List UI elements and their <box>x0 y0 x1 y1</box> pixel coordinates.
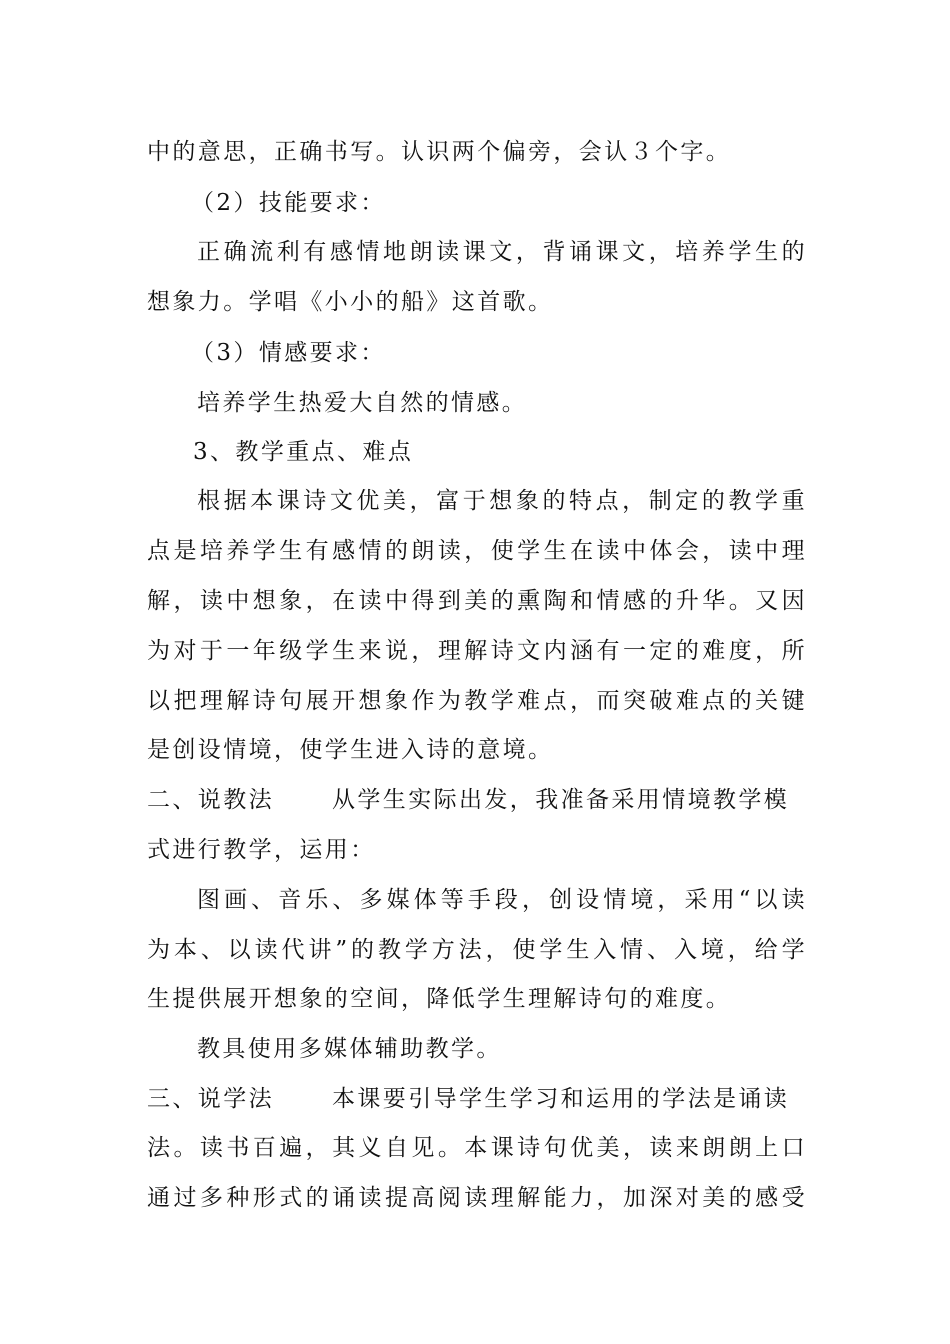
subheading-emotion: （3）情感要求： <box>191 340 386 366</box>
text-line: 解，读中想象，在读中得到美的熏陶和情感的升华。又因 <box>147 588 807 614</box>
text-line: 为对于一年级学生来说，理解诗文内涵有一定的难度，所 <box>147 638 807 664</box>
text-line: 以把理解诗句展开想象作为教学难点，而突破难点的关键 <box>147 688 807 714</box>
text-line: 点是培养学生有感情的朗读，使学生在读中体会，读中理 <box>147 538 807 564</box>
text-line: 培养学生热爱大自然的情感。 <box>197 390 528 416</box>
text-line: 是创设情境，使学生进入诗的意境。 <box>147 737 554 763</box>
text-line: 教具使用多媒体辅助教学。 <box>197 1036 502 1062</box>
text-line: 式进行教学，运用： <box>147 837 376 863</box>
text-line: 本课要引导学生学习和运用的学法是诵读 <box>332 1086 790 1112</box>
text-line: 正确流利有感情地朗读课文，背诵课文，培养学生的 <box>197 239 807 265</box>
section-heading-learning-method: 三、说学法 <box>147 1086 274 1112</box>
text-line: 想象力。学唱《小小的船》这首歌。 <box>147 289 554 315</box>
section-heading-key-points: 3、教学重点、难点 <box>193 439 414 465</box>
text-line: 根据本课诗文优美，富于想象的特点，制定的教学重 <box>197 488 807 514</box>
text-line: 图画、音乐、多媒体等手段，创设情境，采用“以读 <box>197 887 807 913</box>
text-line: 法。读书百遍，其义自见。本课诗句优美，读来朗朗上口 <box>147 1135 807 1161</box>
text-line: 从学生实际出发，我准备采用情境教学模 <box>332 787 790 813</box>
text-line: 中的意思，正确书写。认识两个偏旁，会认３个字。 <box>147 139 732 165</box>
section-heading-teaching-method: 二、说教法 <box>147 787 274 813</box>
text-line: 为本、以读代讲”的教学方法，使学生入情、入境，给学 <box>147 937 807 963</box>
section-line-learning-method <box>147 1084 807 1114</box>
text-line: 通过多种形式的诵读提高阅读理解能力，加深对美的感受 <box>147 1185 807 1211</box>
section-line-teaching-method <box>147 785 807 815</box>
text-line: 生提供展开想象的空间，降低学生理解诗句的难度。 <box>147 986 732 1012</box>
subheading-skill: （2）技能要求： <box>191 190 386 216</box>
